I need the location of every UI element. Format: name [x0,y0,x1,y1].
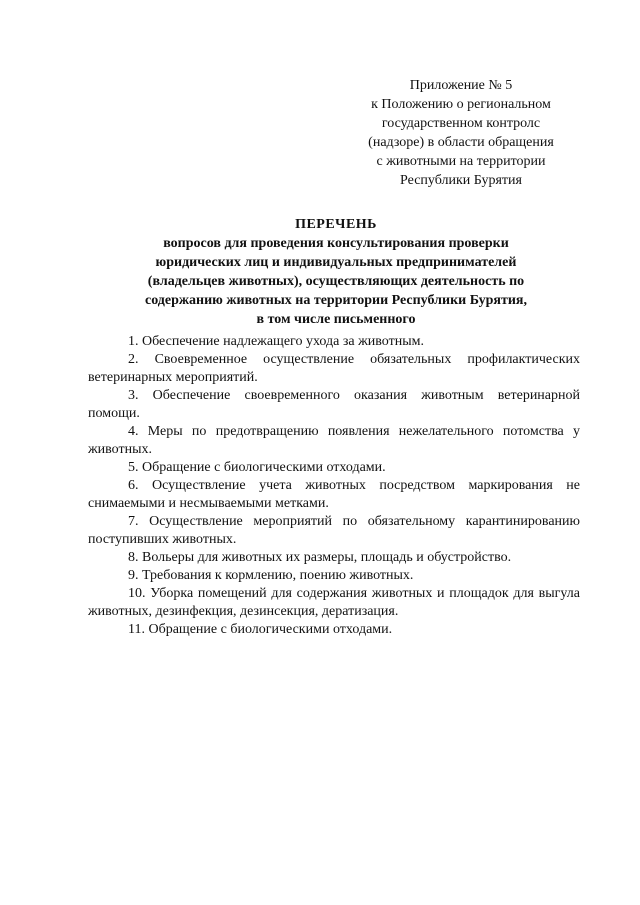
appendix-line: с животными на территории [376,154,546,169]
list-item: 6. Осуществление учета животных посредством маркирования не снимаемыми и несмываемыми метками. [88,478,580,511]
list-item: 7. Осуществление мероприятий по обязательному карантинированию поступивших животных. [88,514,580,547]
document-subtitle-line: содержанию животных на территории Республики Бурятия, [145,293,527,308]
list-item: 10. Уборка помещений для содержания животных и площадок для выгула животных, дезинфекция, дезинсекция, дератизация. [88,586,580,619]
appendix-line: Республики Бурятия [400,173,522,188]
list-item: 5. Обращение с биологическими отходами. [128,460,386,475]
document-heading [110,215,562,329]
list-item: 3. Обеспечение своевременного оказания животным ветеринарной помощи. [88,388,580,421]
list-item: 11. Обращение с биологическими отходами. [128,622,393,637]
list-item: 2. Своевременное осуществление обязательных профилактических ветеринарных мероприятий. [88,352,580,385]
document-title: ПЕРЕЧЕНЬ [295,217,377,232]
document-subtitle-line: юридических лиц и индивидуальных предпринимателей [155,255,517,270]
list-item: 1. Обеспечение надлежащего ухода за животным. [128,334,424,349]
list-item: 4. Меры по предотвращению появления нежелательного потомства у животных. [88,424,580,457]
document-subtitle-line: вопросов для проведения консультирования проверки [163,236,509,251]
document-subtitle-line: в том числе письменного [256,312,416,327]
list-item: 8. Вольеры для животных их размеры, площадь и обустройство. [128,550,512,565]
appendix-line: к Положению о региональном [371,97,551,112]
appendix-reference [330,76,592,190]
question-list [88,333,580,639]
appendix-line: государственном контролс [381,116,541,131]
appendix-line: (надзоре) в области обращения [368,135,554,150]
list-item: 9. Требования к кормлению, поению животных. [128,568,414,583]
document-subtitle-line: (владельцев животных), осуществляющих деятельность по [147,274,525,289]
appendix-line: Приложение № 5 [409,78,513,93]
